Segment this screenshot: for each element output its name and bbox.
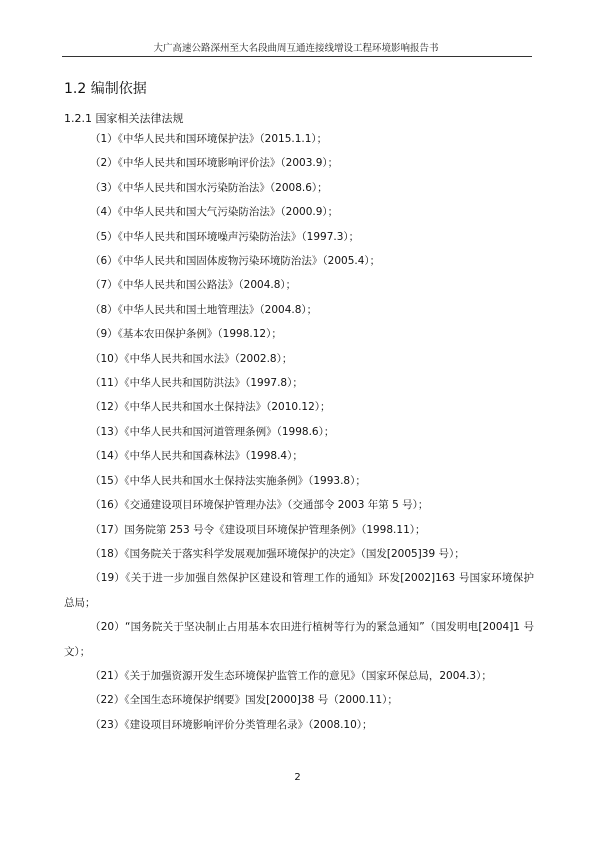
list-item: （19）《关于进一步加强自然保护区建设和管理工作的通知》环发[2002]163 号国家环境保护总局； (64, 572, 534, 609)
list-item: （11）《中华人民共和国防洪法》（1997.8）； (90, 377, 303, 390)
list-item: （7）《中华人民共和国公路法》（2004.8）； (90, 279, 297, 292)
regulation-list (64, 127, 534, 737)
list-item: （22）《全国生态环境保护纲要》国发[2000]38 号（2000.11）； (90, 694, 398, 707)
subsection-heading: 1.2.1 国家相关法律法规 (64, 112, 184, 125)
section-heading: 1.2 编制依据 (64, 81, 147, 97)
list-item: （13）《中华人民共和国河道管理条例》（1998.6）； (90, 425, 335, 438)
list-item: （6）《中华人民共和国固体废物污染环境防治法》（2005.4）； (90, 255, 381, 268)
header-rule (62, 56, 532, 57)
list-item: （14）《中华人民共和国森林法》（1998.4）； (90, 450, 303, 463)
list-item: （5）《中华人民共和国环境噪声污染防治法》（1997.3）； (90, 230, 360, 243)
list-item: （20）“国务院关于坚决制止占用基本农田进行植树等行为的紧急通知”（国发明电[2004]1 号文）； (64, 621, 534, 658)
list-item: （1）《中华人民共和国环境保护法》（2015.1.1）； (90, 133, 328, 145)
running-header: 大广高速公路深州至大名段曲周互通连接线增设工程环境影响报告书 (153, 43, 439, 54)
list-item: （17）国务院第 253 号令《建设项目环境保护管理条例》（1998.11）； (90, 523, 426, 536)
list-item: （15）《中华人民共和国水土保持法实施条例》（1993.8）； (90, 474, 366, 487)
page-number: 2 (294, 772, 301, 783)
list-item: （21）《关于加强资源开发生态环境保护监管工作的意见》（国家环保总局，2004.3）； (90, 669, 492, 682)
list-item: （12）《中华人民共和国水土保持法》（2010.12）； (90, 401, 331, 414)
list-item: （8）《中华人民共和国土地管理法》（2004.8）； (90, 303, 318, 316)
list-item: （4）《中华人民共和国大气污染防治法》（2000.9）； (90, 206, 339, 219)
list-item: （9）《基本农田保护条例》（1998.12）； (90, 328, 282, 341)
list-item: （10）《中华人民共和国水法》（2002.8）； (90, 352, 293, 365)
list-item: （2）《中华人民共和国环境影响评价法》（2003.9）； (90, 157, 339, 170)
list-item: （16）《交通建设项目环境保护管理办法》（交通部令 2003 年第 5 号）； (90, 499, 429, 512)
list-item: （3）《中华人民共和国水污染防治法》（2008.6）； (90, 181, 328, 194)
list-item: （18）《国务院关于落实科学发展观加强环境保护的决定》（国发[2005]39 号）； (90, 547, 465, 560)
list-item: （23）《建设项目环境影响评价分类管理名录》（2008.10）； (90, 718, 373, 731)
